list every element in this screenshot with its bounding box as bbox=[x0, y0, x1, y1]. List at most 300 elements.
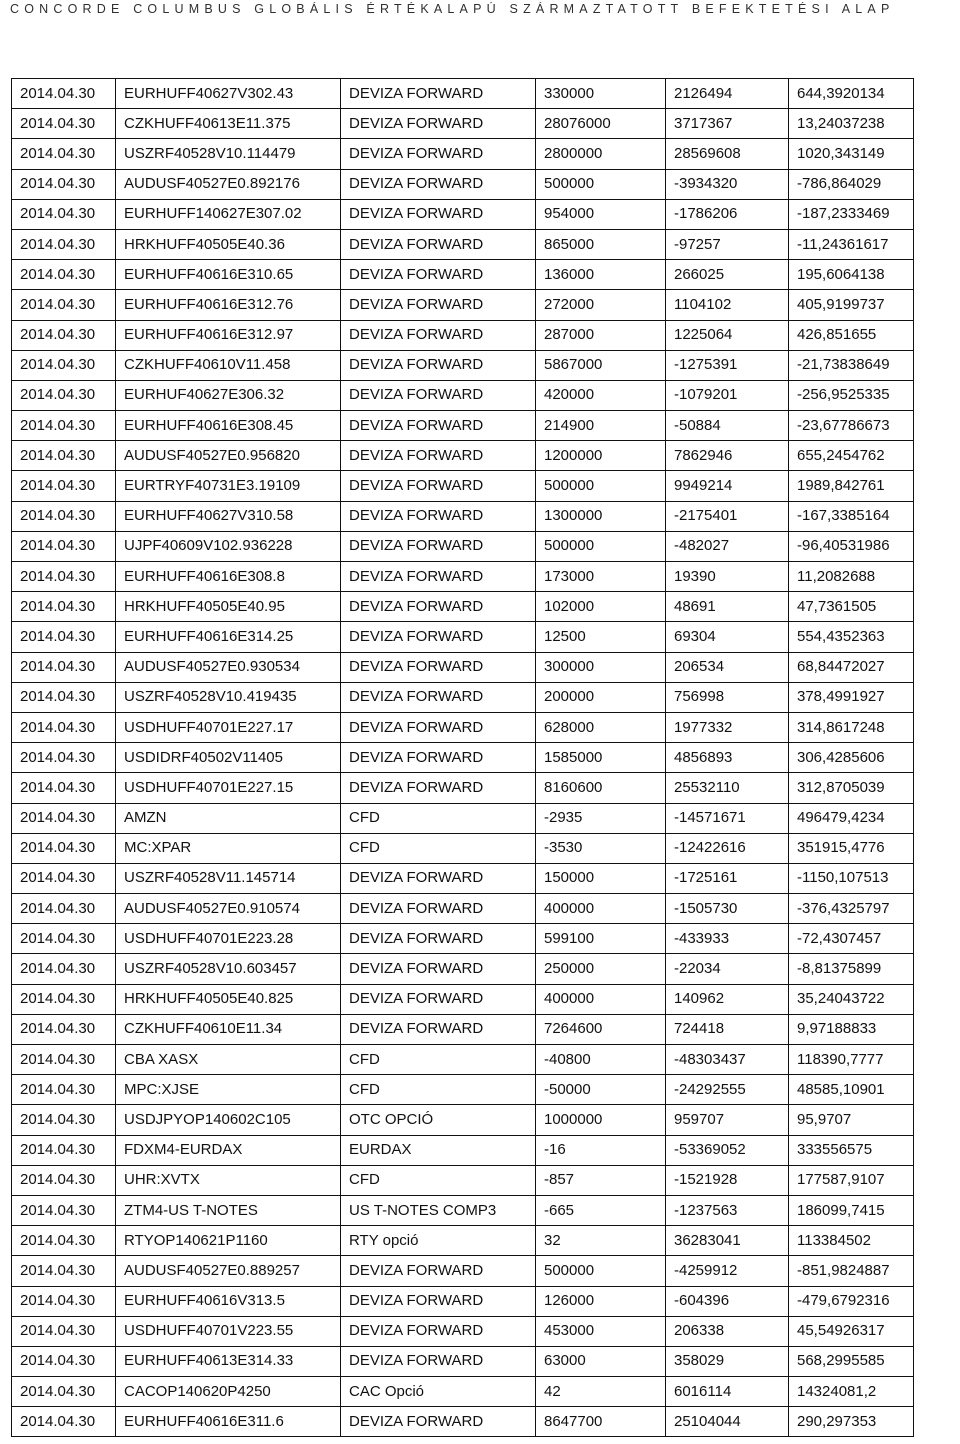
quantity-cell: 954000 bbox=[536, 199, 666, 229]
ratio-cell: -256,9525335 bbox=[789, 380, 914, 410]
table-row bbox=[12, 1135, 914, 1165]
table-row bbox=[12, 954, 914, 984]
quantity-cell: 1585000 bbox=[536, 743, 666, 773]
date-cell: 2014.04.30 bbox=[12, 562, 116, 592]
value-cell: 756998 bbox=[666, 682, 789, 712]
value-cell: 4856893 bbox=[666, 743, 789, 773]
ratio-cell: 195,6064138 bbox=[789, 260, 914, 290]
type-cell: DEVIZA FORWARD bbox=[341, 471, 536, 501]
quantity-cell: 214900 bbox=[536, 411, 666, 441]
type-cell: DEVIZA FORWARD bbox=[341, 1286, 536, 1316]
instrument-cell: CZKHUFF40613E11.375 bbox=[116, 109, 341, 139]
date-cell: 2014.04.30 bbox=[12, 894, 116, 924]
date-cell: 2014.04.30 bbox=[12, 803, 116, 833]
ratio-cell: 45,54926317 bbox=[789, 1316, 914, 1346]
type-cell: DEVIZA FORWARD bbox=[341, 1014, 536, 1044]
ratio-cell: 568,2995585 bbox=[789, 1346, 914, 1376]
instrument-cell: USDHUFF40701E227.17 bbox=[116, 712, 341, 742]
quantity-cell: 400000 bbox=[536, 984, 666, 1014]
date-cell: 2014.04.30 bbox=[12, 1407, 116, 1437]
ratio-cell: 68,84472027 bbox=[789, 652, 914, 682]
instrument-cell: USDHUFF40701V223.55 bbox=[116, 1316, 341, 1346]
ratio-cell: 113384502 bbox=[789, 1226, 914, 1256]
table-row bbox=[12, 622, 914, 652]
instrument-cell: EURHUFF40616E312.97 bbox=[116, 320, 341, 350]
date-cell: 2014.04.30 bbox=[12, 1226, 116, 1256]
value-cell: -482027 bbox=[666, 531, 789, 561]
quantity-cell: 42 bbox=[536, 1377, 666, 1407]
instrument-cell: EURHUFF40613E314.33 bbox=[116, 1346, 341, 1376]
date-cell: 2014.04.30 bbox=[12, 1075, 116, 1105]
quantity-cell: 400000 bbox=[536, 894, 666, 924]
date-cell: 2014.04.30 bbox=[12, 1195, 116, 1225]
type-cell: DEVIZA FORWARD bbox=[341, 743, 536, 773]
value-cell: -3934320 bbox=[666, 169, 789, 199]
ratio-cell: -23,67786673 bbox=[789, 411, 914, 441]
type-cell: DEVIZA FORWARD bbox=[341, 320, 536, 350]
date-cell: 2014.04.30 bbox=[12, 139, 116, 169]
date-cell: 2014.04.30 bbox=[12, 109, 116, 139]
ratio-cell: 118390,7777 bbox=[789, 1045, 914, 1075]
instrument-cell: UJPF40609V102.936228 bbox=[116, 531, 341, 561]
quantity-cell: 500000 bbox=[536, 531, 666, 561]
ratio-cell: 13,24037238 bbox=[789, 109, 914, 139]
value-cell: 266025 bbox=[666, 260, 789, 290]
type-cell: DEVIZA FORWARD bbox=[341, 441, 536, 471]
instrument-cell: HRKHUFF40505E40.36 bbox=[116, 229, 341, 259]
table-row bbox=[12, 1226, 914, 1256]
date-cell: 2014.04.30 bbox=[12, 531, 116, 561]
instrument-cell: AUDUSF40527E0.889257 bbox=[116, 1256, 341, 1286]
instrument-cell: EURHUFF40616E314.25 bbox=[116, 622, 341, 652]
table-row bbox=[12, 1195, 914, 1225]
table-row bbox=[12, 562, 914, 592]
instrument-cell: EURTRYF40731E3.19109 bbox=[116, 471, 341, 501]
table-row bbox=[12, 229, 914, 259]
ratio-cell: 306,4285606 bbox=[789, 743, 914, 773]
quantity-cell: 28076000 bbox=[536, 109, 666, 139]
quantity-cell: 2800000 bbox=[536, 139, 666, 169]
date-cell: 2014.04.30 bbox=[12, 290, 116, 320]
quantity-cell: 330000 bbox=[536, 79, 666, 109]
type-cell: DEVIZA FORWARD bbox=[341, 773, 536, 803]
date-cell: 2014.04.30 bbox=[12, 682, 116, 712]
date-cell: 2014.04.30 bbox=[12, 380, 116, 410]
ratio-cell: -1150,107513 bbox=[789, 863, 914, 893]
value-cell: -50884 bbox=[666, 411, 789, 441]
ratio-cell: -167,3385164 bbox=[789, 501, 914, 531]
value-cell: 6016114 bbox=[666, 1377, 789, 1407]
table-row bbox=[12, 743, 914, 773]
table-row bbox=[12, 350, 914, 380]
type-cell: CFD bbox=[341, 833, 536, 863]
type-cell: DEVIZA FORWARD bbox=[341, 652, 536, 682]
table-row bbox=[12, 924, 914, 954]
instrument-cell: USDHUFF40701E227.15 bbox=[116, 773, 341, 803]
ratio-cell: 290,297353 bbox=[789, 1407, 914, 1437]
table-row bbox=[12, 652, 914, 682]
quantity-cell: 1000000 bbox=[536, 1105, 666, 1135]
type-cell: DEVIZA FORWARD bbox=[341, 109, 536, 139]
date-cell: 2014.04.30 bbox=[12, 622, 116, 652]
quantity-cell: 453000 bbox=[536, 1316, 666, 1346]
date-cell: 2014.04.30 bbox=[12, 260, 116, 290]
value-cell: 19390 bbox=[666, 562, 789, 592]
value-cell: -1505730 bbox=[666, 894, 789, 924]
table-row bbox=[12, 1407, 914, 1437]
table-row bbox=[12, 1286, 914, 1316]
value-cell: -97257 bbox=[666, 229, 789, 259]
value-cell: 2126494 bbox=[666, 79, 789, 109]
ratio-cell: 47,7361505 bbox=[789, 592, 914, 622]
quantity-cell: 7264600 bbox=[536, 1014, 666, 1044]
instrument-cell: RTYOP140621P1160 bbox=[116, 1226, 341, 1256]
ratio-cell: -72,4307457 bbox=[789, 924, 914, 954]
value-cell: 206534 bbox=[666, 652, 789, 682]
table-row bbox=[12, 712, 914, 742]
quantity-cell: 628000 bbox=[536, 712, 666, 742]
date-cell: 2014.04.30 bbox=[12, 441, 116, 471]
ratio-cell: 426,851655 bbox=[789, 320, 914, 350]
instrument-cell: CACOP140620P4250 bbox=[116, 1377, 341, 1407]
date-cell: 2014.04.30 bbox=[12, 199, 116, 229]
type-cell: DEVIZA FORWARD bbox=[341, 954, 536, 984]
table-body bbox=[12, 79, 914, 1437]
quantity-cell: 250000 bbox=[536, 954, 666, 984]
instrument-cell: USZRF40528V10.603457 bbox=[116, 954, 341, 984]
type-cell: DEVIZA FORWARD bbox=[341, 924, 536, 954]
date-cell: 2014.04.30 bbox=[12, 1346, 116, 1376]
value-cell: 358029 bbox=[666, 1346, 789, 1376]
type-cell: DEVIZA FORWARD bbox=[341, 1256, 536, 1286]
table-row bbox=[12, 984, 914, 1014]
type-cell: CFD bbox=[341, 1165, 536, 1195]
ratio-cell: 186099,7415 bbox=[789, 1195, 914, 1225]
quantity-cell: -50000 bbox=[536, 1075, 666, 1105]
type-cell: EURDAX bbox=[341, 1135, 536, 1165]
type-cell: DEVIZA FORWARD bbox=[341, 894, 536, 924]
date-cell: 2014.04.30 bbox=[12, 411, 116, 441]
type-cell: DEVIZA FORWARD bbox=[341, 350, 536, 380]
quantity-cell: 420000 bbox=[536, 380, 666, 410]
table-row bbox=[12, 1075, 914, 1105]
table-row bbox=[12, 1256, 914, 1286]
ratio-cell: -8,81375899 bbox=[789, 954, 914, 984]
type-cell: DEVIZA FORWARD bbox=[341, 290, 536, 320]
date-cell: 2014.04.30 bbox=[12, 712, 116, 742]
instrument-cell: UHR:XVTX bbox=[116, 1165, 341, 1195]
type-cell: DEVIZA FORWARD bbox=[341, 592, 536, 622]
table-row bbox=[12, 1346, 914, 1376]
type-cell: DEVIZA FORWARD bbox=[341, 712, 536, 742]
date-cell: 2014.04.30 bbox=[12, 1165, 116, 1195]
table-row bbox=[12, 592, 914, 622]
table-row bbox=[12, 803, 914, 833]
date-cell: 2014.04.30 bbox=[12, 1286, 116, 1316]
value-cell: 140962 bbox=[666, 984, 789, 1014]
instrument-cell: EURHUFF40627V310.58 bbox=[116, 501, 341, 531]
value-cell: -4259912 bbox=[666, 1256, 789, 1286]
ratio-cell: -11,24361617 bbox=[789, 229, 914, 259]
quantity-cell: -665 bbox=[536, 1195, 666, 1225]
ratio-cell: 405,9199737 bbox=[789, 290, 914, 320]
date-cell: 2014.04.30 bbox=[12, 1105, 116, 1135]
quantity-cell: 8160600 bbox=[536, 773, 666, 803]
table-row bbox=[12, 1316, 914, 1346]
quantity-cell: 865000 bbox=[536, 229, 666, 259]
instrument-cell: HRKHUFF40505E40.95 bbox=[116, 592, 341, 622]
ratio-cell: 11,2082688 bbox=[789, 562, 914, 592]
ratio-cell: 14324081,2 bbox=[789, 1377, 914, 1407]
ratio-cell: 554,4352363 bbox=[789, 622, 914, 652]
instrument-cell: USDIDRF40502V11405 bbox=[116, 743, 341, 773]
ratio-cell: -851,9824887 bbox=[789, 1256, 914, 1286]
type-cell: DEVIZA FORWARD bbox=[341, 260, 536, 290]
ratio-cell: 9,97188833 bbox=[789, 1014, 914, 1044]
type-cell: DEVIZA FORWARD bbox=[341, 1346, 536, 1376]
value-cell: 25532110 bbox=[666, 773, 789, 803]
value-cell: -1521928 bbox=[666, 1165, 789, 1195]
quantity-cell: 1300000 bbox=[536, 501, 666, 531]
value-cell: -1237563 bbox=[666, 1195, 789, 1225]
type-cell: RTY opció bbox=[341, 1226, 536, 1256]
instrument-cell: AUDUSF40527E0.892176 bbox=[116, 169, 341, 199]
date-cell: 2014.04.30 bbox=[12, 924, 116, 954]
table-row bbox=[12, 109, 914, 139]
quantity-cell: 173000 bbox=[536, 562, 666, 592]
date-cell: 2014.04.30 bbox=[12, 320, 116, 350]
instrument-cell: EURHUFF40616E310.65 bbox=[116, 260, 341, 290]
type-cell: DEVIZA FORWARD bbox=[341, 1316, 536, 1346]
quantity-cell: 300000 bbox=[536, 652, 666, 682]
value-cell: 3717367 bbox=[666, 109, 789, 139]
table-row bbox=[12, 501, 914, 531]
date-cell: 2014.04.30 bbox=[12, 471, 116, 501]
value-cell: -2175401 bbox=[666, 501, 789, 531]
value-cell: 206338 bbox=[666, 1316, 789, 1346]
page-header: CONCORDE COLUMBUS GLOBÁLIS ÉRTÉKALAPÚ SZÁRMAZTATOTT BEFEKTETÉSI ALAP bbox=[10, 2, 895, 16]
instrument-cell: USDHUFF40701E223.28 bbox=[116, 924, 341, 954]
value-cell: -48303437 bbox=[666, 1045, 789, 1075]
value-cell: 724418 bbox=[666, 1014, 789, 1044]
table-row bbox=[12, 260, 914, 290]
ratio-cell: 644,3920134 bbox=[789, 79, 914, 109]
ratio-cell: -187,2333469 bbox=[789, 199, 914, 229]
ratio-cell: 655,2454762 bbox=[789, 441, 914, 471]
type-cell: DEVIZA FORWARD bbox=[341, 1407, 536, 1437]
quantity-cell: 136000 bbox=[536, 260, 666, 290]
type-cell: DEVIZA FORWARD bbox=[341, 531, 536, 561]
ratio-cell: 333556575 bbox=[789, 1135, 914, 1165]
date-cell: 2014.04.30 bbox=[12, 1377, 116, 1407]
table-row bbox=[12, 773, 914, 803]
value-cell: -1079201 bbox=[666, 380, 789, 410]
instrument-cell: MPC:XJSE bbox=[116, 1075, 341, 1105]
date-cell: 2014.04.30 bbox=[12, 350, 116, 380]
instrument-cell: CZKHUFF40610V11.458 bbox=[116, 350, 341, 380]
date-cell: 2014.04.30 bbox=[12, 743, 116, 773]
table-row bbox=[12, 199, 914, 229]
date-cell: 2014.04.30 bbox=[12, 833, 116, 863]
value-cell: 7862946 bbox=[666, 441, 789, 471]
table-row bbox=[12, 471, 914, 501]
type-cell: DEVIZA FORWARD bbox=[341, 199, 536, 229]
instrument-cell: EURHUFF140627E307.02 bbox=[116, 199, 341, 229]
quantity-cell: 8647700 bbox=[536, 1407, 666, 1437]
type-cell: DEVIZA FORWARD bbox=[341, 622, 536, 652]
instrument-cell: CZKHUFF40610E11.34 bbox=[116, 1014, 341, 1044]
date-cell: 2014.04.30 bbox=[12, 1256, 116, 1286]
quantity-cell: 1200000 bbox=[536, 441, 666, 471]
table-row bbox=[12, 79, 914, 109]
table-row bbox=[12, 1045, 914, 1075]
type-cell: DEVIZA FORWARD bbox=[341, 682, 536, 712]
table-row bbox=[12, 380, 914, 410]
quantity-cell: 32 bbox=[536, 1226, 666, 1256]
type-cell: CAC Opció bbox=[341, 1377, 536, 1407]
ratio-cell: 1020,343149 bbox=[789, 139, 914, 169]
table-row bbox=[12, 290, 914, 320]
date-cell: 2014.04.30 bbox=[12, 1045, 116, 1075]
type-cell: DEVIZA FORWARD bbox=[341, 501, 536, 531]
value-cell: 69304 bbox=[666, 622, 789, 652]
quantity-cell: -3530 bbox=[536, 833, 666, 863]
quantity-cell: 272000 bbox=[536, 290, 666, 320]
quantity-cell: 63000 bbox=[536, 1346, 666, 1376]
ratio-cell: 177587,9107 bbox=[789, 1165, 914, 1195]
value-cell: 1104102 bbox=[666, 290, 789, 320]
quantity-cell: -16 bbox=[536, 1135, 666, 1165]
quantity-cell: 500000 bbox=[536, 1256, 666, 1286]
date-cell: 2014.04.30 bbox=[12, 954, 116, 984]
instrument-cell: EURHUFF40616E312.76 bbox=[116, 290, 341, 320]
table-row bbox=[12, 320, 914, 350]
instrument-cell: CBA XASX bbox=[116, 1045, 341, 1075]
quantity-cell: 599100 bbox=[536, 924, 666, 954]
table-row bbox=[12, 894, 914, 924]
ratio-cell: -21,73838649 bbox=[789, 350, 914, 380]
date-cell: 2014.04.30 bbox=[12, 1014, 116, 1044]
value-cell: 9949214 bbox=[666, 471, 789, 501]
value-cell: -14571671 bbox=[666, 803, 789, 833]
value-cell: 1225064 bbox=[666, 320, 789, 350]
type-cell: US T-NOTES COMP3 bbox=[341, 1195, 536, 1225]
instrument-cell: MC:XPAR bbox=[116, 833, 341, 863]
type-cell: DEVIZA FORWARD bbox=[341, 229, 536, 259]
value-cell: -53369052 bbox=[666, 1135, 789, 1165]
table-row bbox=[12, 169, 914, 199]
instrument-cell: USZRF40528V11.145714 bbox=[116, 863, 341, 893]
ratio-cell: -479,6792316 bbox=[789, 1286, 914, 1316]
ratio-cell: 312,8705039 bbox=[789, 773, 914, 803]
instrument-cell: FDXM4-EURDAX bbox=[116, 1135, 341, 1165]
value-cell: 25104044 bbox=[666, 1407, 789, 1437]
value-cell: 28569608 bbox=[666, 139, 789, 169]
quantity-cell: 5867000 bbox=[536, 350, 666, 380]
type-cell: CFD bbox=[341, 1075, 536, 1105]
table-row bbox=[12, 833, 914, 863]
instrument-cell: HRKHUFF40505E40.825 bbox=[116, 984, 341, 1014]
table-row bbox=[12, 1105, 914, 1135]
table-row bbox=[12, 682, 914, 712]
type-cell: DEVIZA FORWARD bbox=[341, 79, 536, 109]
type-cell: DEVIZA FORWARD bbox=[341, 380, 536, 410]
date-cell: 2014.04.30 bbox=[12, 501, 116, 531]
quantity-cell: 287000 bbox=[536, 320, 666, 350]
ratio-cell: 314,8617248 bbox=[789, 712, 914, 742]
date-cell: 2014.04.30 bbox=[12, 863, 116, 893]
instrument-cell: AUDUSF40527E0.956820 bbox=[116, 441, 341, 471]
ratio-cell: 351915,4776 bbox=[789, 833, 914, 863]
instrument-cell: USZRF40528V10.114479 bbox=[116, 139, 341, 169]
quantity-cell: 150000 bbox=[536, 863, 666, 893]
quantity-cell: 102000 bbox=[536, 592, 666, 622]
date-cell: 2014.04.30 bbox=[12, 652, 116, 682]
date-cell: 2014.04.30 bbox=[12, 773, 116, 803]
quantity-cell: -857 bbox=[536, 1165, 666, 1195]
type-cell: DEVIZA FORWARD bbox=[341, 139, 536, 169]
quantity-cell: 126000 bbox=[536, 1286, 666, 1316]
table-row bbox=[12, 531, 914, 561]
value-cell: 48691 bbox=[666, 592, 789, 622]
instrument-cell: AMZN bbox=[116, 803, 341, 833]
ratio-cell: 95,9707 bbox=[789, 1105, 914, 1135]
instrument-cell: AUDUSF40527E0.930534 bbox=[116, 652, 341, 682]
instrument-cell: AUDUSF40527E0.910574 bbox=[116, 894, 341, 924]
value-cell: -604396 bbox=[666, 1286, 789, 1316]
value-cell: -12422616 bbox=[666, 833, 789, 863]
value-cell: -1275391 bbox=[666, 350, 789, 380]
type-cell: CFD bbox=[341, 803, 536, 833]
instrument-cell: EURHUFF40616E311.6 bbox=[116, 1407, 341, 1437]
type-cell: DEVIZA FORWARD bbox=[341, 562, 536, 592]
type-cell: DEVIZA FORWARD bbox=[341, 984, 536, 1014]
instrument-cell: USZRF40528V10.419435 bbox=[116, 682, 341, 712]
instrument-cell: EURHUFF40627V302.43 bbox=[116, 79, 341, 109]
date-cell: 2014.04.30 bbox=[12, 592, 116, 622]
date-cell: 2014.04.30 bbox=[12, 1316, 116, 1346]
quantity-cell: -2935 bbox=[536, 803, 666, 833]
table-row bbox=[12, 411, 914, 441]
value-cell: -1725161 bbox=[666, 863, 789, 893]
date-cell: 2014.04.30 bbox=[12, 229, 116, 259]
quantity-cell: -40800 bbox=[536, 1045, 666, 1075]
ratio-cell: -96,40531986 bbox=[789, 531, 914, 561]
date-cell: 2014.04.30 bbox=[12, 79, 116, 109]
value-cell: -1786206 bbox=[666, 199, 789, 229]
type-cell: CFD bbox=[341, 1045, 536, 1075]
table-row bbox=[12, 139, 914, 169]
type-cell: DEVIZA FORWARD bbox=[341, 863, 536, 893]
value-cell: -22034 bbox=[666, 954, 789, 984]
ratio-cell: -376,4325797 bbox=[789, 894, 914, 924]
table-row bbox=[12, 1165, 914, 1195]
type-cell: DEVIZA FORWARD bbox=[341, 411, 536, 441]
date-cell: 2014.04.30 bbox=[12, 1135, 116, 1165]
quantity-cell: 500000 bbox=[536, 471, 666, 501]
table-row bbox=[12, 441, 914, 471]
instrument-cell: EURHUFF40616E308.8 bbox=[116, 562, 341, 592]
quantity-cell: 200000 bbox=[536, 682, 666, 712]
instrument-cell: USDJPYOP140602C105 bbox=[116, 1105, 341, 1135]
instrument-cell: EURHUF40627E306.32 bbox=[116, 380, 341, 410]
type-cell: OTC OPCIÓ bbox=[341, 1105, 536, 1135]
value-cell: 1977332 bbox=[666, 712, 789, 742]
table-row bbox=[12, 1014, 914, 1044]
ratio-cell: -786,864029 bbox=[789, 169, 914, 199]
instrument-cell: EURHUFF40616V313.5 bbox=[116, 1286, 341, 1316]
value-cell: -24292555 bbox=[666, 1075, 789, 1105]
